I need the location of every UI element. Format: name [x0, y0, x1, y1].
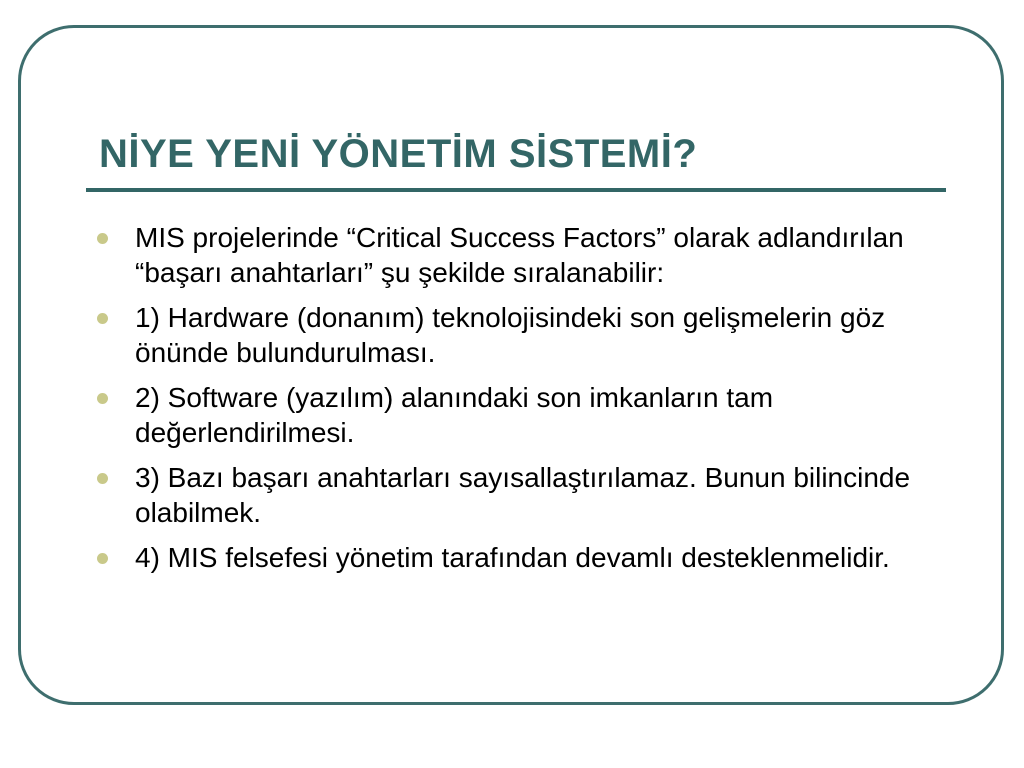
bullet-item — [96, 540, 936, 575]
bullet-text: MIS projelerinde “Critical Success Factors” olarak adlandırılan “başarı anahtarları” şu şekilde sıralanabilir: — [135, 222, 904, 288]
bullet-text: 1) Hardware (donanım) teknolojisindeki son gelişmelerin göz önünde bulundurulması. — [135, 302, 886, 368]
bullet-dot-icon — [97, 473, 108, 484]
slide-title: NİYE YENİ YÖNETİM SİSTEMİ? — [99, 132, 698, 176]
bullet-item — [96, 300, 936, 370]
bullet-item — [96, 380, 936, 450]
bullet-item — [96, 460, 936, 530]
bullet-list — [96, 220, 936, 585]
bullet-dot-icon — [97, 233, 108, 244]
bullet-text: 3) Bazı başarı anahtarları sayısallaştırılamaz. Bunun bilincinde olabilmek. — [135, 462, 911, 528]
bullet-dot-icon — [97, 393, 108, 404]
bullet-dot-icon — [97, 313, 108, 324]
bullet-text: 2) Software (yazılım) alanındaki son imkanların tam değerlendirilmesi. — [135, 382, 774, 448]
bullet-item — [96, 220, 936, 290]
bullet-dot-icon — [97, 553, 108, 564]
bullet-text: 4) MIS felsefesi yönetim tarafından devamlı desteklenmelidir. — [135, 542, 890, 573]
title-underline — [86, 188, 946, 192]
